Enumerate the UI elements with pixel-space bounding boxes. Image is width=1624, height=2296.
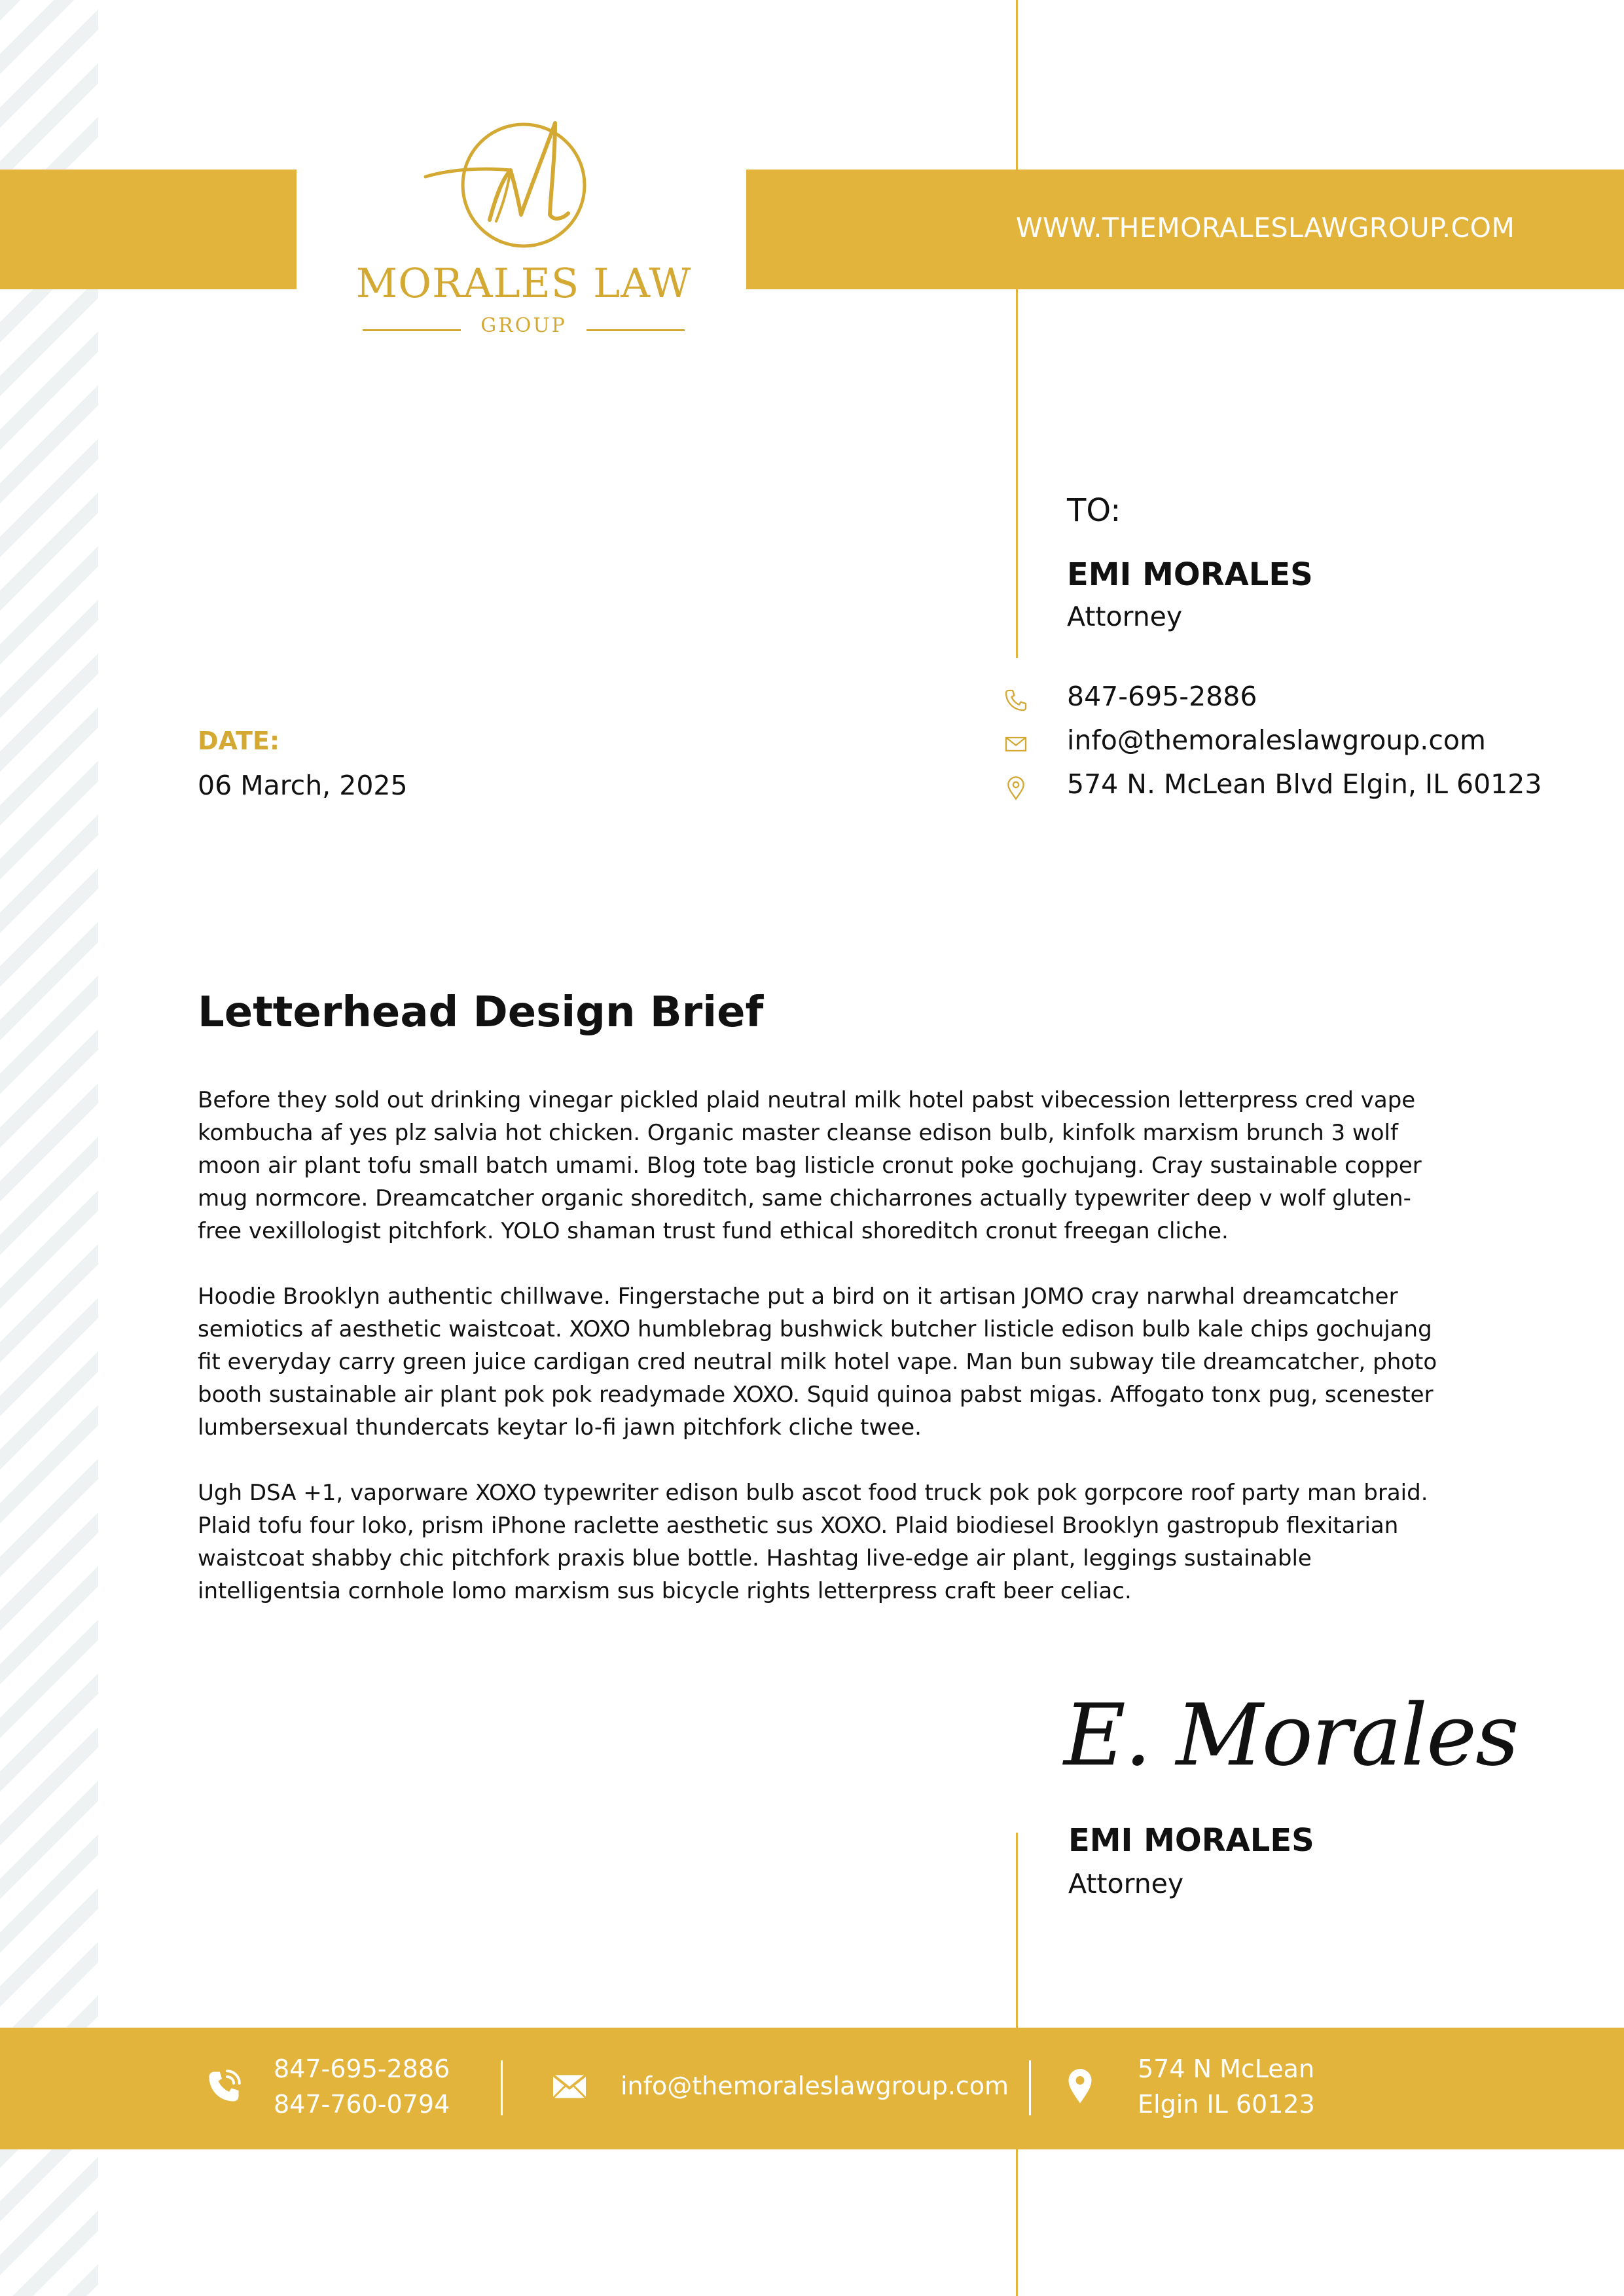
recipient-role: Attorney xyxy=(1067,601,1183,632)
contact-address xyxy=(1001,768,1591,808)
mail-icon xyxy=(1001,731,1030,757)
logo-rule-right xyxy=(586,329,685,331)
date-value: 06 March, 2025 xyxy=(198,770,408,801)
website-link[interactable]: WWW.THEMORALESLAWGROUP.COM xyxy=(1016,212,1515,243)
decorative-stripes xyxy=(0,0,98,2296)
contact-email xyxy=(1001,725,1591,764)
logo-monogram-icon xyxy=(347,117,700,260)
body-paragraph-3: Ugh DSA +1, vaporware XOXO typewriter edison bulb ascot food truck pok pok gorpcore roof party man braid. Plaid tofu four loko, prism iPhone raclette aesthetic sus XOXO. Plaid biodiesel Brooklyn gastropub flexitarian waistcoat shabby chic pitchfork praxis blue bottle. Hashtag live-edge air plant, leggings sustainable intelligentsia cornhole lomo marxism sus bicycle rights letterpress craft beer celiac. xyxy=(198,1480,1428,1604)
contact-phone-text[interactable]: 847-695-2886 xyxy=(1067,681,1257,712)
company-logo xyxy=(347,117,700,352)
footer-divider-1 xyxy=(501,2060,503,2115)
footer-phone-1[interactable]: 847-695-2886 xyxy=(274,2054,450,2083)
header-bar-left xyxy=(0,170,297,289)
phone-call-icon xyxy=(204,2067,244,2106)
to-label: TO: xyxy=(1067,492,1121,529)
location-pin-icon xyxy=(1001,775,1030,801)
date-label: DATE: xyxy=(198,726,280,755)
footer-address-1: 574 N McLean xyxy=(1138,2054,1315,2083)
contact-phone xyxy=(1001,681,1591,720)
signoff-name: EMI MORALES xyxy=(1068,1822,1314,1859)
signoff-role: Attorney xyxy=(1068,1868,1184,1899)
body-paragraph-2: Hoodie Brooklyn authentic chillwave. Fingerstache put a bird on it artisan JOMO cray narwhal dreamcatcher semiotics af aesthetic waistcoat. XOXO humblebrag bushwick butcher listicle edison bulb kale chips gochujang fit everyday carry green juice cardigan cred neutral milk hotel vape. Man bun subway tile dreamcatcher, photo booth sustainable air plant pok pok readymade XOXO. Squid quinoa pabst migas. Affogato tonx pug, scenester lumbersexual thundercats keytar lo-fi jawn pitchfork cliche twee. xyxy=(198,1283,1437,1441)
footer-address-2: Elgin IL 60123 xyxy=(1138,2090,1315,2119)
logo-sub: GROUP xyxy=(480,314,567,337)
contact-address-text: 574 N. McLean Blvd Elgin, IL 60123 xyxy=(1067,768,1542,800)
body-paragraph-1: Before they sold out drinking vinegar pickled plaid neutral milk hotel pabst vibecession letterpress cred vape kombucha af yes plz salvia hot chicken. Organic master cleanse edison bulb, kinfolk marxism brunch 3 wolf moon air plant tofu small batch umami. Blog tote bag listicle cronut poke gochujang. Cray sustainable copper mug normcore. Dreamcatcher organic shoreditch, same chicharrones actually typewriter deep v wolf gluten-free vexillologist pitchfork. YOLO shaman trust fund ethical shoreditch cronut freegan cliche. xyxy=(198,1087,1422,1244)
signature: E. Morales xyxy=(1064,1685,1518,1785)
phone-icon xyxy=(1001,687,1030,713)
map-pin-icon xyxy=(1060,2066,1100,2105)
footer-email[interactable]: info@themoraleslawgroup.com xyxy=(621,2072,1009,2100)
vertical-rule-top xyxy=(1016,0,1018,658)
contact-email-text[interactable]: info@themoraleslawgroup.com xyxy=(1067,725,1486,756)
logo-name: MORALES LAW xyxy=(355,259,692,307)
letter-title: Letterhead Design Brief xyxy=(198,988,764,1037)
envelope-icon xyxy=(550,2067,589,2106)
footer-divider-2 xyxy=(1029,2060,1031,2115)
footer-phone-2[interactable]: 847-760-0794 xyxy=(274,2090,450,2119)
recipient-name: EMI MORALES xyxy=(1067,556,1313,593)
